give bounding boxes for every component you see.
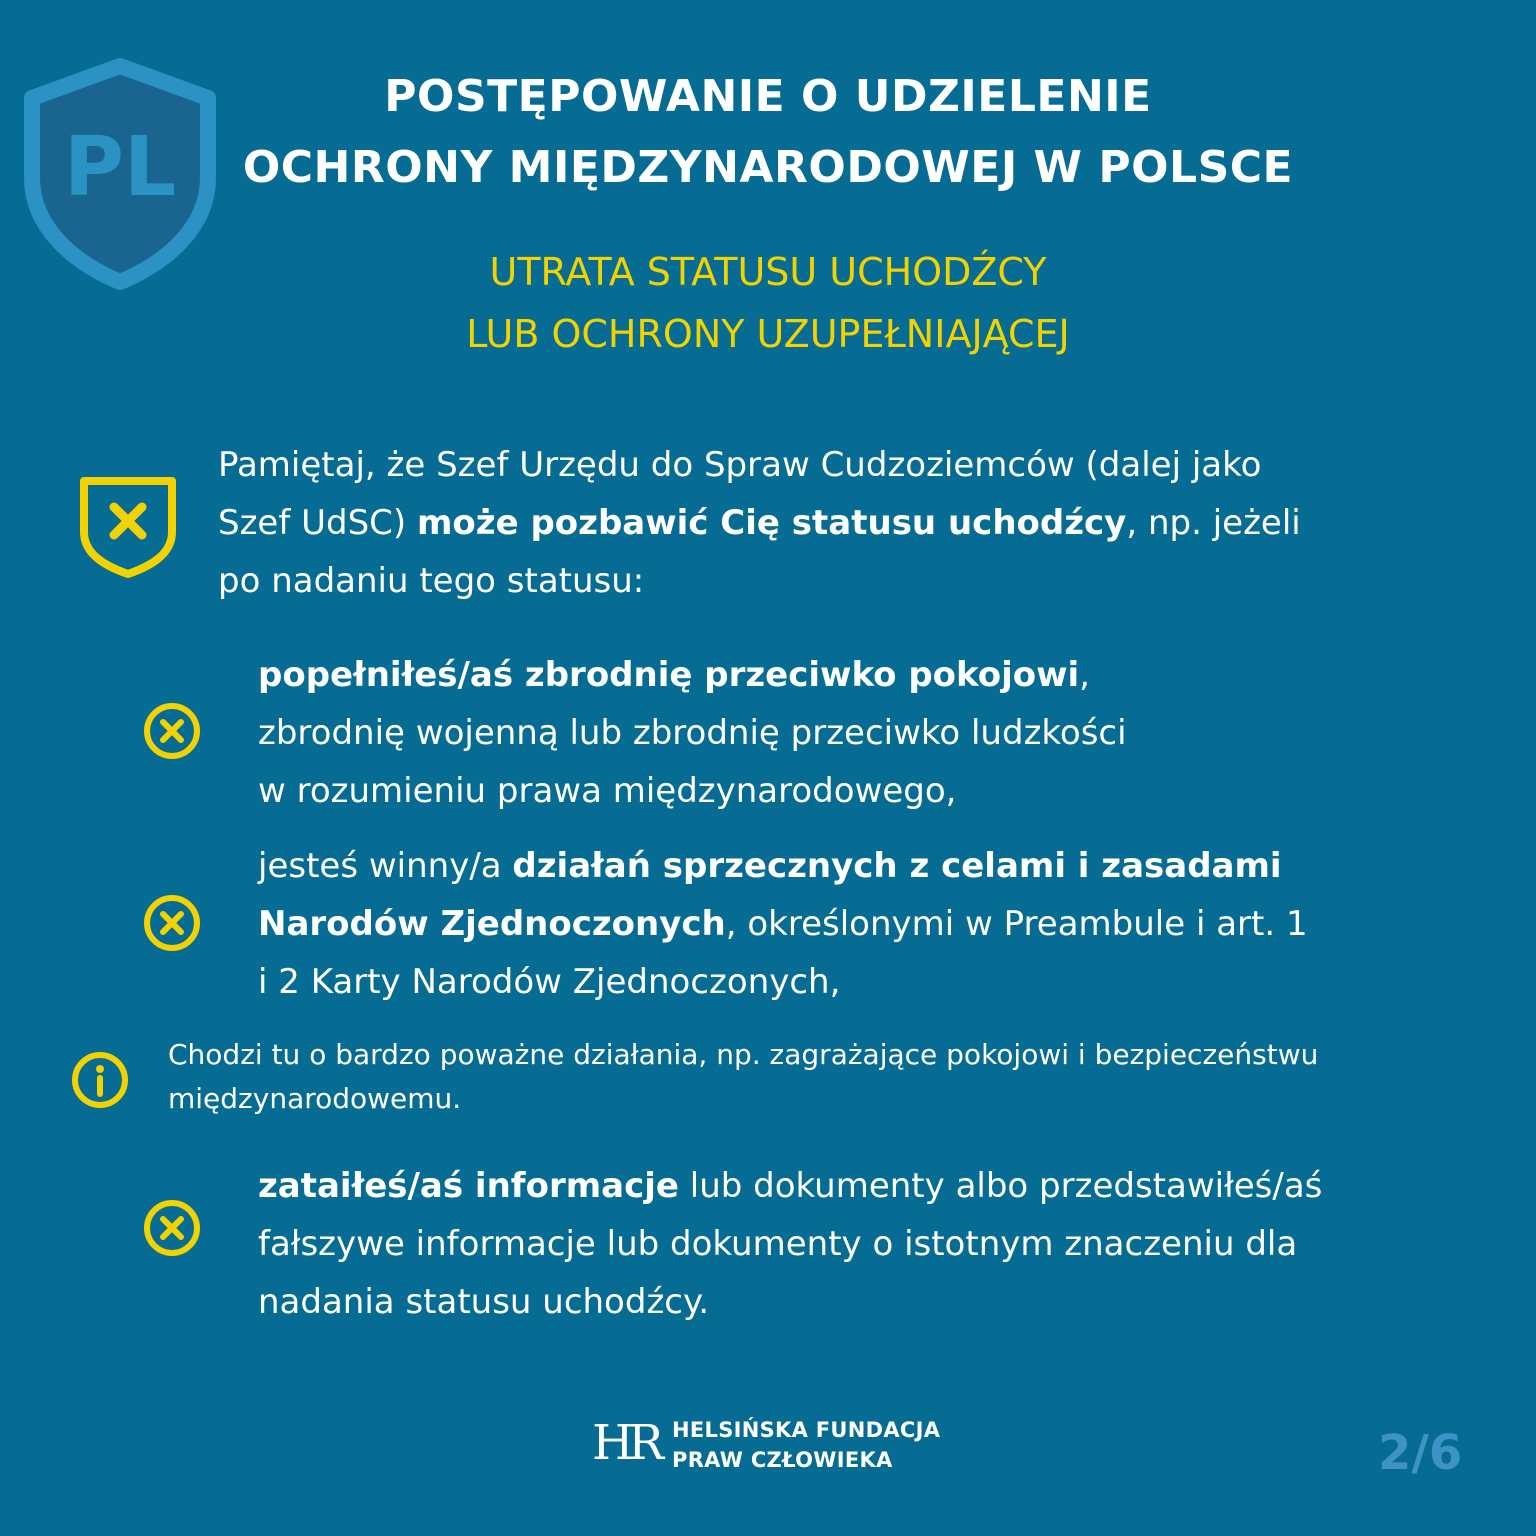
item-3-line-2: fałszywe informacje lub dokumenty o istotnym znaczeniu dla bbox=[258, 1224, 1298, 1264]
intro-line-2-post: , np. jeżeli bbox=[1126, 503, 1301, 543]
shield-x-icon bbox=[79, 474, 177, 578]
item-3-bold: zataiłeś/aś informacje bbox=[258, 1166, 679, 1206]
circle-x-icon bbox=[142, 893, 202, 953]
item-1-post: , bbox=[1079, 655, 1090, 695]
circle-x-icon bbox=[142, 701, 202, 761]
hfpc-logo bbox=[592, 1413, 952, 1473]
circle-x-icon bbox=[142, 1198, 202, 1258]
org-name-line-2: PRAW CZŁOWIEKA bbox=[672, 1448, 893, 1472]
item-1-bold: popełniłeś/aś zbrodnię przeciwko pokojowi bbox=[258, 655, 1080, 695]
item-2-line-3: i 2 Karty Narodów Zjednoczonych, bbox=[258, 962, 841, 1002]
item-1-line-1 bbox=[258, 646, 1498, 704]
list-item bbox=[258, 1157, 1498, 1331]
item-1-line-3: w rozumieniu prawa międzynarodowego, bbox=[258, 771, 957, 811]
org-name-line-1: HELSIŃSKA FUNDACJA bbox=[672, 1418, 941, 1442]
intro-line-2 bbox=[218, 494, 1478, 552]
title-line-1: POSTĘPOWANIE O UDZIELENIE bbox=[384, 71, 1152, 122]
item-2-bold-2: Narodów Zjednoczonych bbox=[258, 904, 726, 944]
subtitle-line-1: UTRATA STATUSU UCHODŹCY bbox=[489, 250, 1047, 294]
intro-line-2-pre: Szef UdSC) bbox=[218, 503, 417, 543]
info-note bbox=[168, 1033, 1508, 1121]
item-2-post: , określonymi w Preambule i art. 1 bbox=[725, 904, 1308, 944]
item-3-post: lub dokumenty albo przedstawiłeś/aś bbox=[678, 1166, 1323, 1206]
intro-line-3: po nadaniu tego statusu: bbox=[218, 561, 645, 601]
item-2-bold: działań sprzecznych z celami i zasadami bbox=[512, 846, 1282, 886]
intro-paragraph bbox=[218, 436, 1478, 610]
info-icon bbox=[70, 1050, 130, 1110]
pl-logo-text: PL bbox=[63, 120, 177, 215]
hfpc-logo-mark: HR bbox=[592, 1415, 658, 1471]
item-3-line-3: nadania statusu uchodźcy. bbox=[258, 1282, 710, 1322]
item-2-line-1 bbox=[258, 837, 1498, 895]
subtitle-line-2: LUB OCHRONY UZUPEŁNIAJĄCEJ bbox=[466, 312, 1070, 356]
item-2-line-2 bbox=[258, 895, 1498, 953]
item-3-line-1 bbox=[258, 1157, 1498, 1215]
info-note-line-2: międzynarodowemu. bbox=[168, 1082, 462, 1115]
item-2-pre: jesteś winny/a bbox=[258, 846, 513, 886]
page-title bbox=[0, 66, 1536, 199]
intro-line-1: Pamiętaj, że Szef Urzędu do Spraw Cudzoziemców (dalej jako bbox=[218, 445, 1262, 485]
page-subtitle bbox=[0, 241, 1536, 365]
intro-line-2-bold: może pozbawić Cię statusu uchodźcy bbox=[417, 503, 1127, 543]
list-item bbox=[258, 837, 1498, 1011]
item-1-line-2: zbrodnię wojenną lub zbrodnię przeciwko ludzkości bbox=[258, 713, 1127, 753]
info-note-line-1: Chodzi tu o bardzo poważne działania, np. zagrażające pokojowi i bezpieczeństwu bbox=[168, 1038, 1319, 1071]
list-item bbox=[258, 646, 1498, 820]
page-indicator: 2/6 bbox=[1378, 1425, 1463, 1481]
title-line-2: OCHRONY MIĘDZYNARODOWEJ W POLSCE bbox=[242, 142, 1294, 193]
